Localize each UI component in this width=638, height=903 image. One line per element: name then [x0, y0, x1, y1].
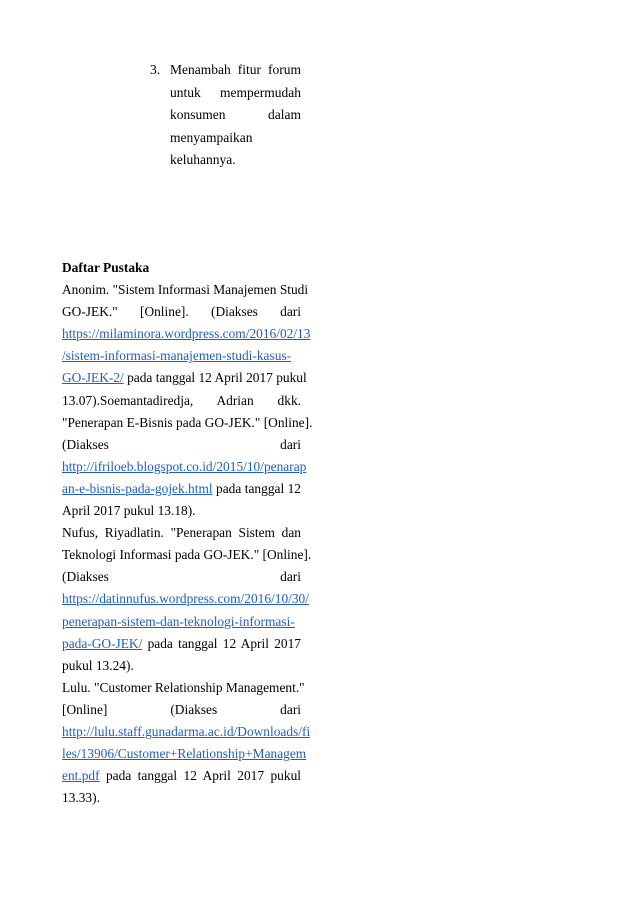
reference-line: pukul 13.24).: [62, 657, 134, 673]
reference-line: Anonim. "Sistem Informasi Manajemen Studi: [62, 282, 309, 298]
reference-line: "Penerapan E-Bisnis pada GO-JEK." [Online].: [62, 414, 313, 430]
reference-link[interactable]: an-e-bisnis-pada-gojek.html: [62, 480, 213, 496]
reference-line: Nufus, Riyadlatin. "Penerapan Sistem dan: [62, 525, 301, 541]
reference-link[interactable]: les/13906/Customer+Relationship+Managem: [62, 746, 307, 762]
reference-line: April 2017 pukul 13.18).: [62, 503, 196, 519]
reference-link[interactable]: /sistem-informasi-manajemen-studi-kasus-: [62, 348, 292, 364]
reference-text: pada tanggal 12 April 2017 pukul: [99, 768, 301, 784]
list-line: Menambah fitur forum: [170, 62, 301, 77]
reference-line: 13.07).Soemantadiredja, Adrian dkk.: [62, 392, 301, 408]
reference-line: [Online] (Diakses dari: [62, 701, 301, 717]
reference-line: [62, 588, 309, 610]
reference-line: Teknologi Informasi pada GO-JEK." [Online].: [62, 547, 312, 563]
reference-link[interactable]: https://datinnufus.wordpress.com/2016/10/30/: [62, 591, 309, 607]
reference-link[interactable]: penerapan-sistem-dan-teknologi-informasi-: [62, 613, 295, 629]
reference-line: [62, 323, 311, 345]
reference-line: [62, 456, 307, 478]
reference-line: [62, 743, 307, 765]
references-heading: Daftar Pustaka: [62, 260, 150, 275]
list-line: untuk mempermudah: [170, 84, 301, 100]
reference-line: [62, 633, 301, 655]
reference-link[interactable]: http://lulu.staff.gunadarma.ac.id/Downloads/fi: [62, 723, 311, 739]
reference-link[interactable]: pada-GO-JEK/: [62, 635, 143, 651]
reference-line: (Diakses dari: [62, 436, 301, 452]
reference-link[interactable]: ent.pdf: [62, 768, 100, 784]
reference-line: [62, 721, 311, 743]
list-item-text: [170, 59, 301, 172]
reference-line: [62, 345, 301, 367]
reference-line: (Diakses dari: [62, 569, 301, 585]
reference-line: [62, 611, 301, 633]
reference-line: [62, 765, 301, 787]
list-line: konsumen dalam: [170, 107, 301, 122]
reference-text: pada tanggal 12 April 2017: [142, 635, 301, 651]
reference-link[interactable]: GO-JEK-2/: [62, 370, 124, 386]
reference-line: 13.33).: [62, 790, 100, 806]
list-line: menyampaikan: [170, 129, 253, 145]
reference-text: pada tanggal 12 April 2017 pukul: [123, 370, 307, 386]
list-number: 3.: [150, 62, 161, 77]
references-section: [62, 257, 313, 809]
reference-line: [62, 478, 301, 500]
list-line: keluhannya.: [170, 152, 236, 167]
reference-link[interactable]: https://milaminora.wordpress.com/2016/02/13: [62, 326, 311, 342]
reference-line: Lulu. "Customer Relationship Management.": [62, 679, 305, 695]
reference-link[interactable]: http://ifriloeb.blogspot.co.id/2015/10/penarap: [62, 458, 307, 474]
reference-text: pada tanggal 12: [212, 480, 301, 496]
reference-line: [62, 367, 307, 389]
reference-line: GO-JEK." [Online]. (Diakses dari: [62, 304, 301, 320]
